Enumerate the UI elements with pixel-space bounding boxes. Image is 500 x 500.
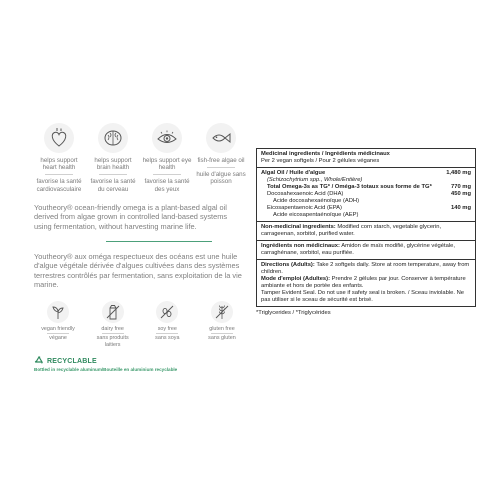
serving-size: Per 2 vegan softgels / Pour 2 gélules véganes — [261, 158, 380, 164]
soy-icon — [155, 300, 179, 324]
directions-section — [257, 259, 475, 306]
badge-gluten-free — [198, 300, 246, 348]
green-divider — [106, 241, 212, 242]
description-en: Youtheory® ocean-friendly omega is a plant-based algal oil derived from algae grown in controlled land-based systems using fermentation, without harvesting marine life. — [34, 202, 228, 231]
medicinal-header: Medicinal ingredients / Ingrédients médicinaux — [261, 151, 390, 157]
benefit-eye-en: helps support eye health — [142, 157, 192, 172]
omega3-total-amount: 770 mg — [451, 184, 471, 190]
algal-oil-amount: 1,480 mg — [446, 170, 471, 176]
algal-oil-source: (Schizochytrium spp., Whole/Entière) — [267, 177, 363, 183]
benefit-heart — [34, 122, 84, 193]
benefit-brain-en: helps support brain health — [94, 157, 132, 172]
dha-amount: 450 mg — [451, 191, 471, 197]
ingredients-list — [257, 167, 475, 221]
recyclable-subtitle: Bottled in recyclable aluminum/Bouteille en aluminium recyclable — [34, 367, 178, 373]
recyclable-title: RECYCLABLE — [47, 357, 97, 365]
milk-carton-icon — [101, 300, 125, 324]
benefit-heart-en: helps support heart health — [40, 157, 78, 172]
recyclable-block — [34, 356, 246, 372]
left-column — [34, 122, 246, 372]
badge-soy-en: soy free — [157, 325, 177, 332]
badge-gluten-fr: sans gluten — [208, 335, 236, 342]
wheat-icon — [210, 300, 234, 324]
badge-dairy-free — [89, 300, 137, 348]
benefit-brain — [88, 122, 138, 193]
right-column — [256, 148, 476, 316]
badge-vegan-fr: végane — [49, 335, 67, 342]
badge-dairy-en: dairy free — [101, 325, 124, 332]
badges-row — [34, 300, 246, 348]
nonmedicinal-en: Non-medicinal ingredients: Modified corn starch, vegetable glycerin, carrageenan, sorbitol, purified water. — [257, 221, 475, 240]
recycle-icon — [34, 356, 44, 366]
benefit-fish-free-en: fish-free algae oil — [197, 157, 245, 164]
omega3-total-label: Total Omega-3s as TG* / Oméga-3 totaux sous forme de TG* — [267, 184, 432, 190]
triglycerides-footnote: *Triglycerides / *Triglycérides — [256, 310, 331, 316]
badge-soy-fr: sans soya — [155, 335, 180, 342]
dha-label: Docosahexaenoic Acid (DHA) — [267, 191, 344, 197]
directions-fr: Mode d'emploi (Adultes): Prendre 2 gélules par jour. Conserver à température ambiante et hors de portée des enfants. — [261, 276, 466, 289]
directions-en: Directions (Adults): Take 2 softgels daily. Store at room temperature, away from children. — [261, 262, 470, 275]
benefit-fish-free — [196, 122, 246, 193]
dha-fr: Acide docosahexaénoïque (ADH) — [273, 198, 360, 204]
ingredients-panel — [256, 148, 476, 307]
badge-gluten-en: gluten free — [209, 325, 235, 332]
brain-icon — [97, 122, 129, 154]
epa-fr: Acide eicosapentaénoïque (AEP) — [273, 212, 359, 218]
nonmedicinal-fr: Ingrédients non médicinaux: Amidon de maïs modifié, glycérine végétale, carraghénane, sorbitol, eau purifiée. — [257, 240, 475, 259]
eye-icon — [151, 122, 183, 154]
badge-soy-free — [143, 300, 191, 348]
badge-dairy-fr: sans produits laitiers — [96, 335, 129, 348]
medicinal-section — [257, 149, 475, 167]
fish-icon — [205, 122, 237, 154]
epa-label: Eicosapentaenoic Acid (EPA) — [267, 205, 342, 211]
benefit-eye-fr: favorise la santé des yeux — [144, 178, 190, 193]
epa-amount: 140 mg — [451, 205, 471, 211]
tamper-seal-text: Tamper Evident Seal. Do not use if safety seal is broken. / Sceau inviolable. Ne pas utiliser si le sceau de sécurité est brisé. — [261, 290, 464, 303]
benefits-row — [34, 122, 246, 193]
badge-vegan-en: vegan friendly — [41, 325, 75, 332]
algal-oil-label: Algal Oil / Huile d'algue — [261, 170, 326, 176]
sprout-icon — [46, 300, 70, 324]
heart-icon — [43, 122, 75, 154]
benefit-eye — [142, 122, 192, 193]
description-fr: Youtheory® aux oméga respectueux des océans est une huile d'algue végétale dérivée d'algues cultivées dans des systèmes terrestres contrôlés par fermentation, sans exploitation de la vie marine. — [34, 251, 242, 290]
benefit-brain-fr: favorise la santé du cerveau — [90, 178, 136, 193]
badge-vegan — [34, 300, 82, 348]
benefit-fish-free-fr: huile d'algue sans poisson — [196, 171, 246, 186]
benefit-heart-fr: favorise la santé cardiovasculaire — [36, 178, 82, 193]
